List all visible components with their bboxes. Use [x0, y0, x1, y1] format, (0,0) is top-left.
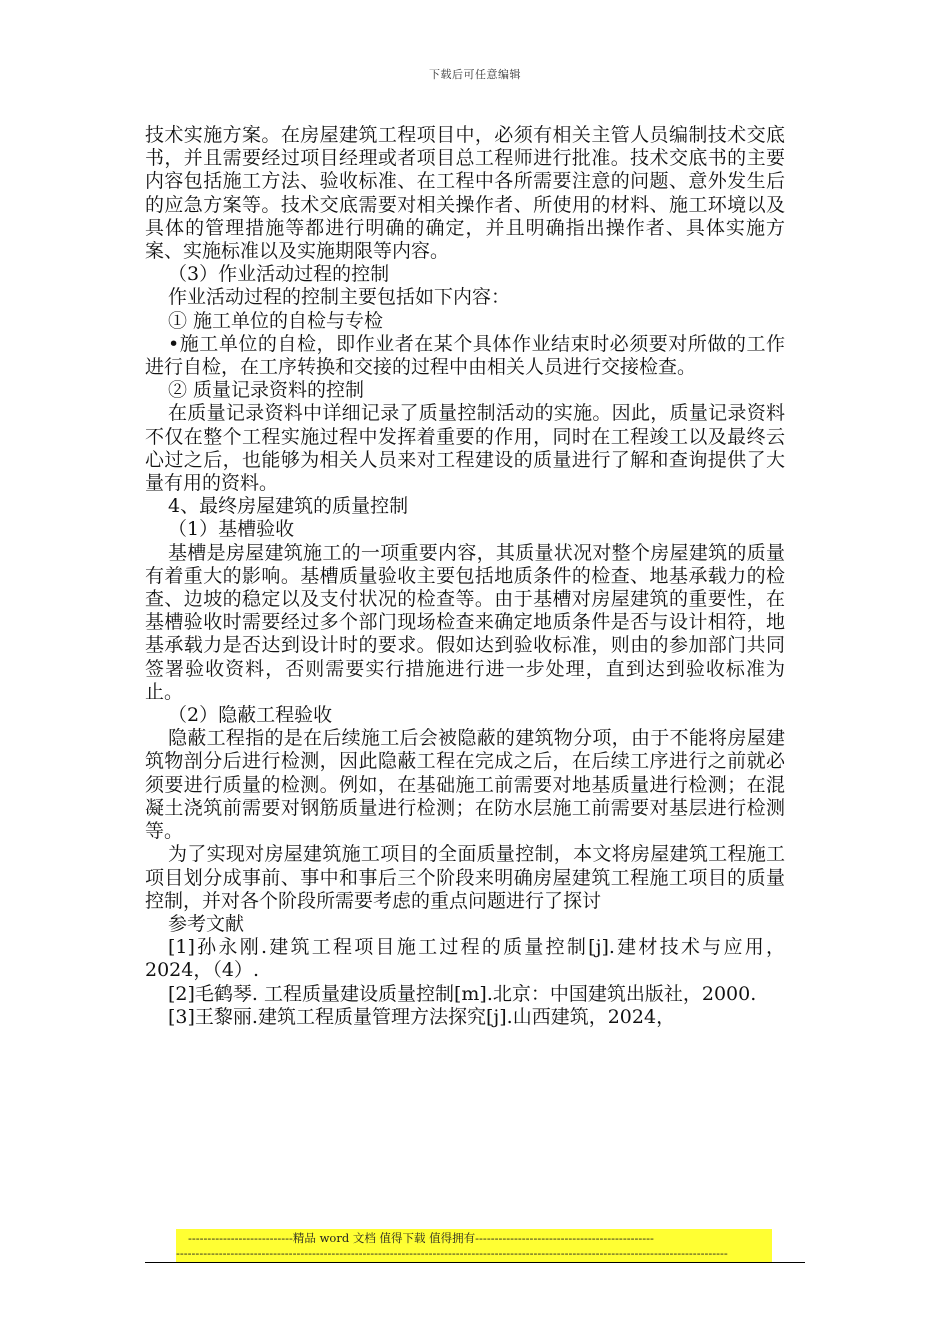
page-header: 下载后可任意编辑 — [429, 68, 521, 81]
heading-final-quality-control: 4、最终房屋建筑的质量控制 — [168, 495, 409, 518]
paragraph-conclusion: 为了实现对房屋建筑施工项目的全面质量控制，本文将房屋建筑工程施工项目划分成事前、事中和事后三个阶段来明确房屋建筑工程施工项目的质量控制，并对各个阶段所需要考虑的重点问题进行了探讨 — [145, 843, 785, 912]
heading-references: 参考文献 — [168, 912, 245, 935]
paragraph-tech-disclosure: 技术实施方案。在房屋建筑工程项目中，必须有相关主管人员编制技术交底书，并且需要经过项目经理或者项目总工程师进行批准。技术交底书的主要内容包括施工方法、验收标准、在工程中各所需要注意的问题、意外发生后的应急方案等。技术交底需要对相关操作者、所使用的材料、施工环境以及具体的管理措施等都进行明确的确定，并且明确指出操作者、具体实施方案、实施标准以及实施期限等内容。 — [145, 124, 785, 263]
heading-self-inspection: ① 施工单位的自检与专检 — [168, 309, 384, 332]
document-body — [145, 124, 785, 1029]
reference-item: [3]王黎丽.建筑工程质量管理方法探究[j].山西建筑，2024， — [168, 1005, 676, 1028]
paragraph-self-inspection: •施工单位的自检，即作业者在某个具体作业结束时必须要对所做的工作进行自检，在工序转换和交接的过程中由相关人员进行交接检查。 — [145, 332, 785, 379]
paragraph-foundation-trench: 基槽是房屋建筑施工的一项重要内容，其质量状况对整个房屋建筑的质量有着重大的影响。基槽质量验收主要包括地质条件的检查、地基承载力的检查、边坡的稳定以及支付状况的检查等。由于基槽对房屋建筑的重要性，在基槽验收时需要经过多个部门现场检查来确定地质条件是否与设计相符，地基承载力是否达到设计时的要求。假如达到验收标准，则由的参加部门共同签署验收资料，否则需要实行措施进行进一步处理，直到达到验收标准为止。 — [145, 541, 785, 703]
footer-banner-text: ---------------------------精品 word 文档 值得下载 值得拥有---------------------------------------------- — [188, 1231, 654, 1245]
paragraph-concealed-works: 隐蔽工程指的是在后续施工后会被隐蔽的建筑物分项，由于不能将房屋建筑物剖分后进行检测，因此隐蔽工程在完成之后，在后续工序进行之前就必须要进行质量的检测。例如，在基础施工前需要对地基质量进行检测；在混凝土浇筑前需要对钢筋质量进行检测；在防水层施工前需要对基层进行检测等。 — [145, 727, 785, 843]
heading-concealed-works: （2）隐蔽工程验收 — [168, 704, 333, 727]
heading-quality-records: ② 质量记录资料的控制 — [168, 379, 365, 402]
footer-banner — [176, 1229, 772, 1263]
footer-divider — [145, 1262, 805, 1263]
reference-item: [2]毛鹤琴. 工程质量建设质量控制[m].北京：中国建筑出版社，2000. — [168, 982, 757, 1005]
heading-foundation-trench: （1）基槽验收 — [168, 518, 295, 541]
paragraph-process-intro: 作业活动过程的控制主要包括如下内容： — [168, 286, 511, 309]
reference-item: [1]孙永刚.建筑工程项目施工过程的质量控制[j].建材技术与应用，2024，（4）. — [145, 936, 785, 982]
footer-banner-dashes: ---------------------------------------------------------------------------------------------------------------------------------------------- — [176, 1246, 728, 1260]
heading-process-control: （3）作业活动过程的控制 — [168, 263, 390, 286]
paragraph-quality-records: 在质量记录资料中详细记录了质量控制活动的实施。因此，质量记录资料不仅在整个工程实施过程中发挥着重要的作用，同时在工程竣工以及最终云心过之后，也能够为相关人员来对工程建设的质量进行了解和查询提供了大量有用的资料。 — [145, 402, 785, 495]
